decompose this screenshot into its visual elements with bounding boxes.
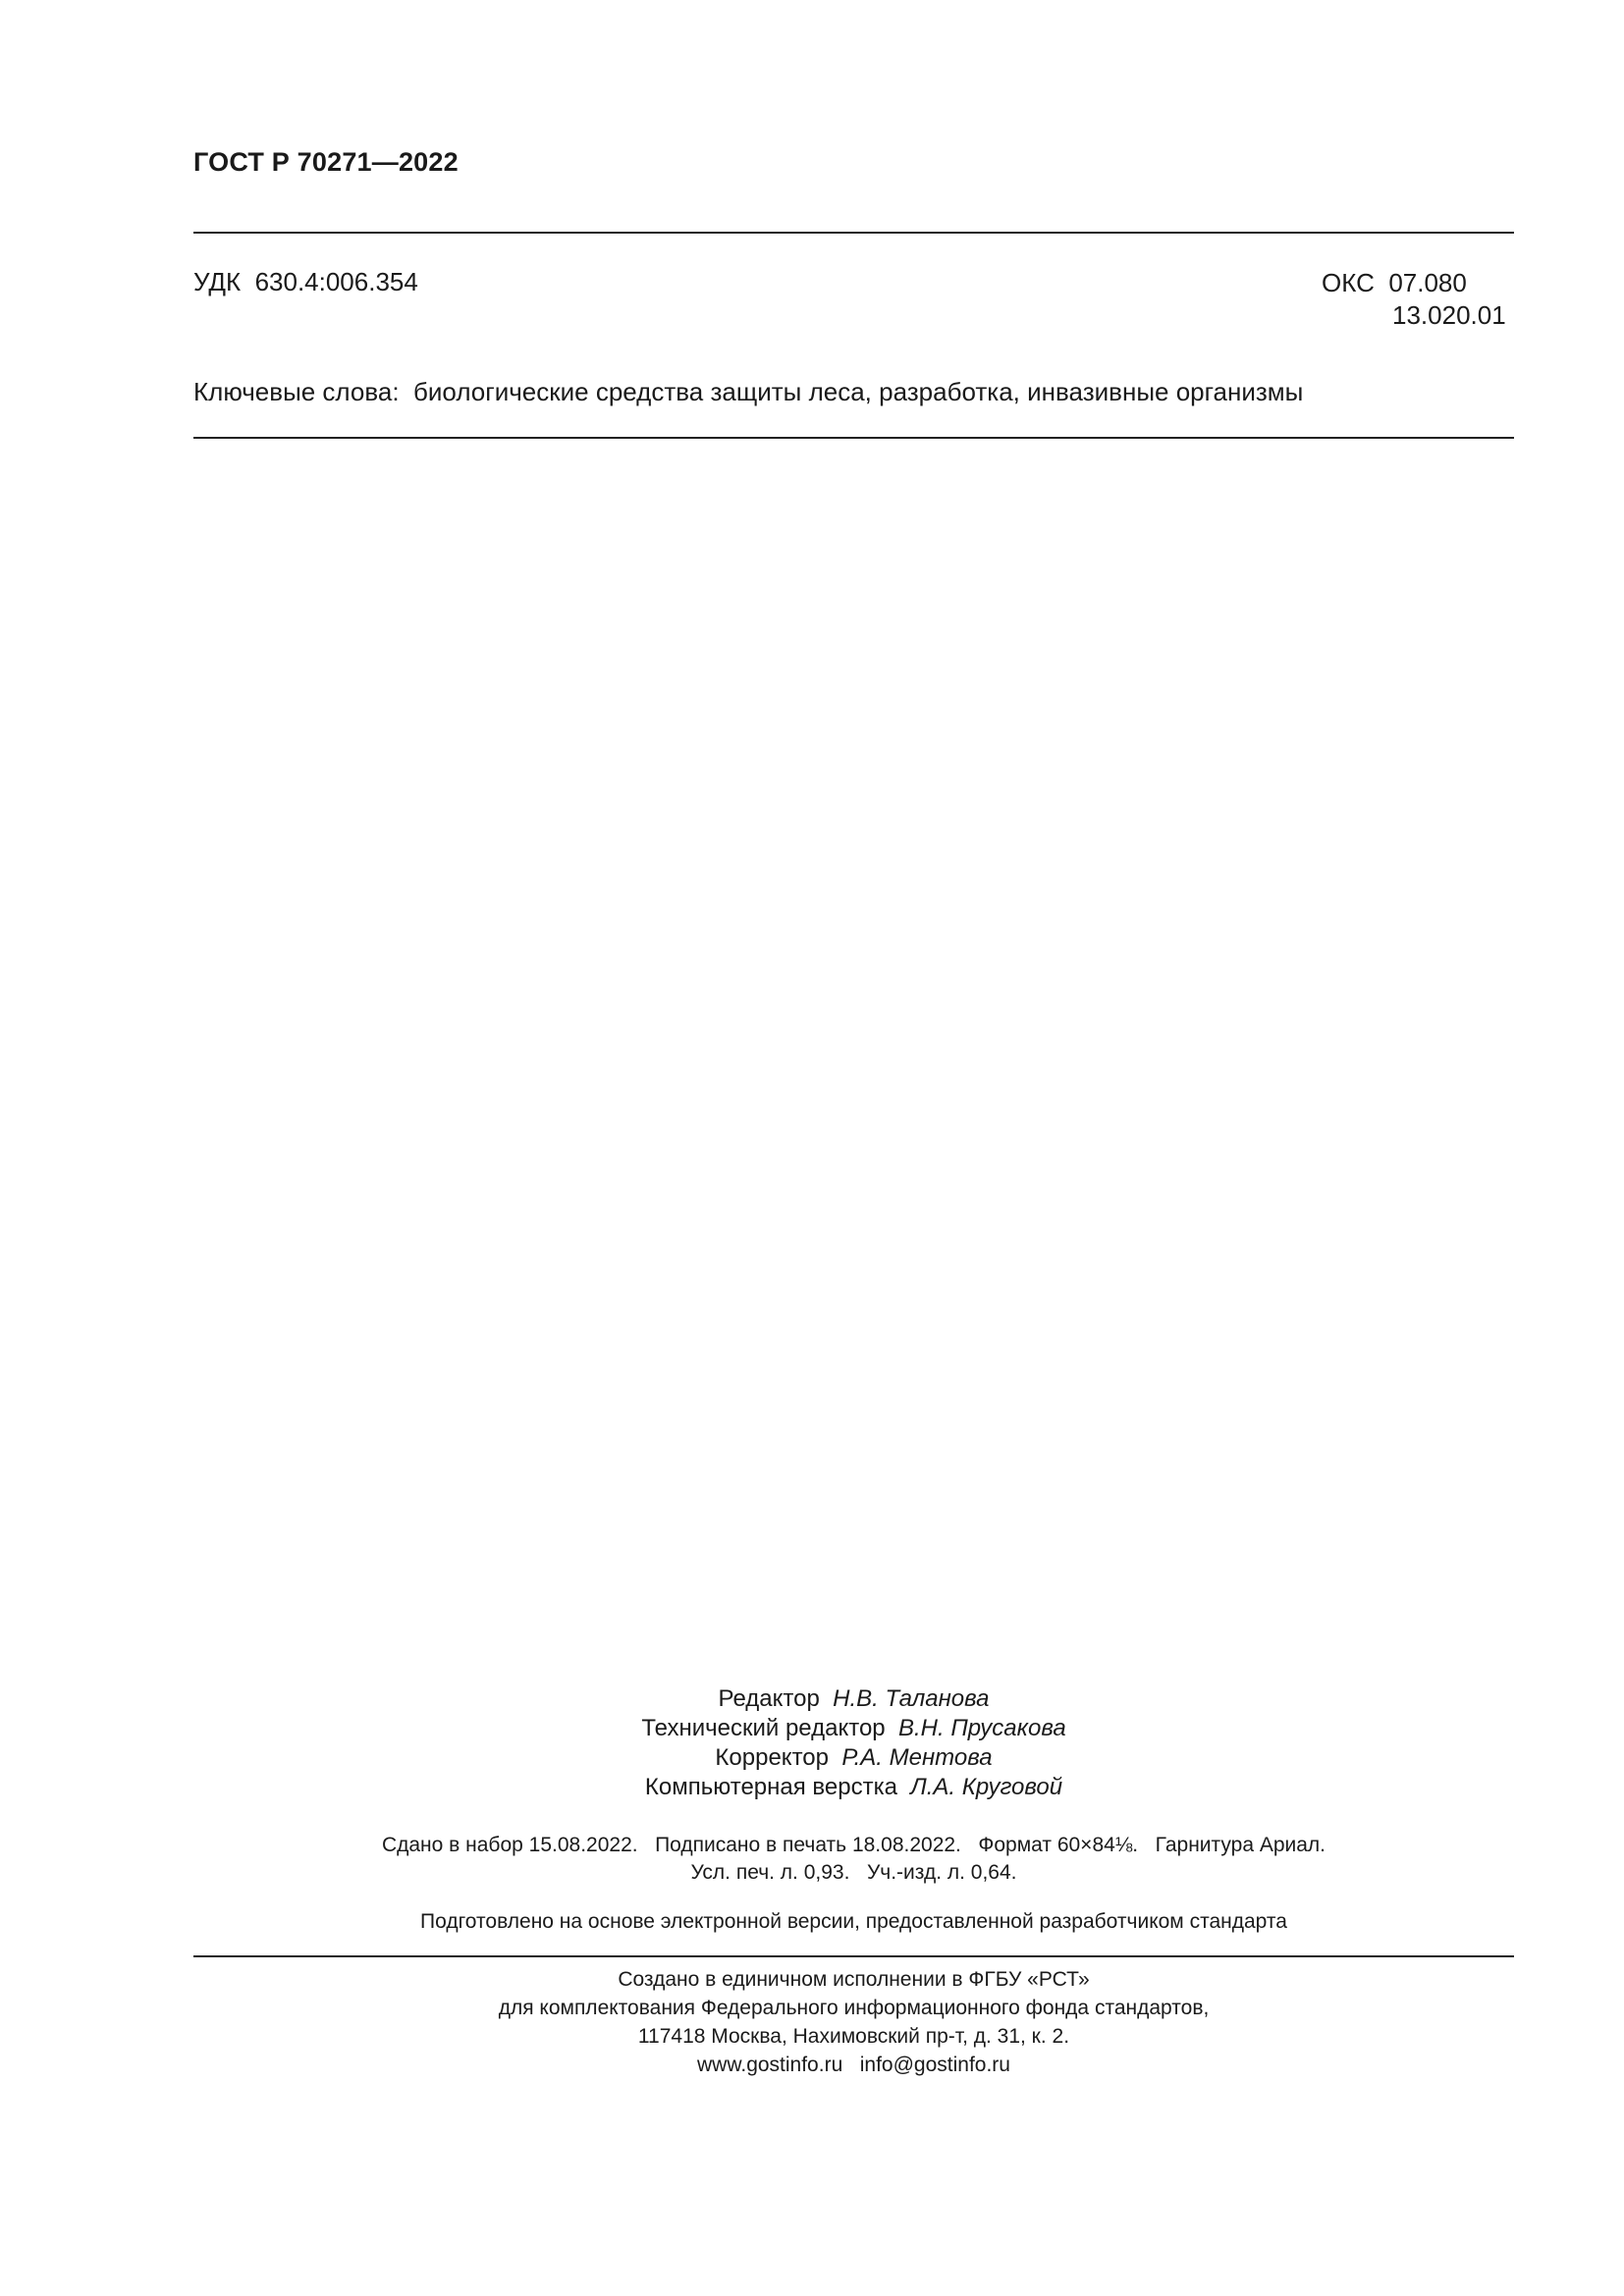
staff-name: Н.В. Таланова xyxy=(833,1685,990,1712)
staff-role: Технический редактор xyxy=(641,1715,886,1741)
keywords-value: биологические средства защиты леса, разработка, инвазивные организмы xyxy=(413,377,1304,406)
top-divider xyxy=(193,232,1514,234)
created-line-2: для комплектования Федерального информационного фонда стандартов, xyxy=(498,1997,1210,2019)
keywords-label: Ключевые слова: xyxy=(193,377,400,406)
udk-line xyxy=(193,267,418,297)
staff-role: Корректор xyxy=(715,1744,829,1771)
bottom-divider xyxy=(193,1955,1514,1957)
staff-role: Компьютерная верстка xyxy=(644,1774,897,1800)
print-info-line-1: Сдано в набор 15.08.2022. Подписано в печать 18.08.2022. Формат 60×84⅛. Гарнитура Ариал. xyxy=(381,1834,1326,1856)
oks-label: ОКС xyxy=(1322,268,1375,297)
oks-value-2: 13.020.01 xyxy=(1392,300,1506,330)
created-line-4: www.gostinfo.ru info@gostinfo.ru xyxy=(697,2054,1010,2076)
created-info-block xyxy=(193,1965,1514,2079)
keywords-line xyxy=(193,377,1303,407)
udk-label: УДК xyxy=(193,267,242,296)
created-line-1: Создано в единичном исполнении в ФГБУ «РСТ» xyxy=(618,1968,1090,1991)
keywords-divider xyxy=(193,437,1514,439)
staff-row-editor xyxy=(193,1684,1514,1714)
oks-line xyxy=(1322,267,1506,299)
print-info-block xyxy=(193,1832,1514,1887)
udk-value: 630.4:006.354 xyxy=(254,267,418,296)
prepared-note: Подготовлено на основе электронной версии, предоставленной разработчиком стандарта xyxy=(420,1910,1287,1933)
staff-row-tech-editor xyxy=(193,1714,1514,1743)
document-code: ГОСТ Р 70271—2022 xyxy=(193,147,459,177)
staff-name: Л.А. Круговой xyxy=(910,1774,1063,1800)
staff-row-corrector xyxy=(193,1743,1514,1773)
staff-name: Р.А. Ментова xyxy=(841,1744,993,1771)
oks-block xyxy=(1322,267,1506,332)
staff-block xyxy=(193,1684,1514,1802)
created-line-3: 117418 Москва, Нахимовский пр-т, д. 31, к. 2. xyxy=(637,2025,1070,2048)
oks-line-2 xyxy=(1322,299,1506,332)
staff-role: Редактор xyxy=(718,1685,820,1712)
print-info-line-2: Усл. печ. л. 0,93. Уч.-изд. л. 0,64. xyxy=(690,1861,1017,1884)
staff-row-layout xyxy=(193,1773,1514,1802)
oks-value-1: 07.080 xyxy=(1388,268,1467,297)
staff-name: В.Н. Прусакова xyxy=(898,1715,1066,1741)
